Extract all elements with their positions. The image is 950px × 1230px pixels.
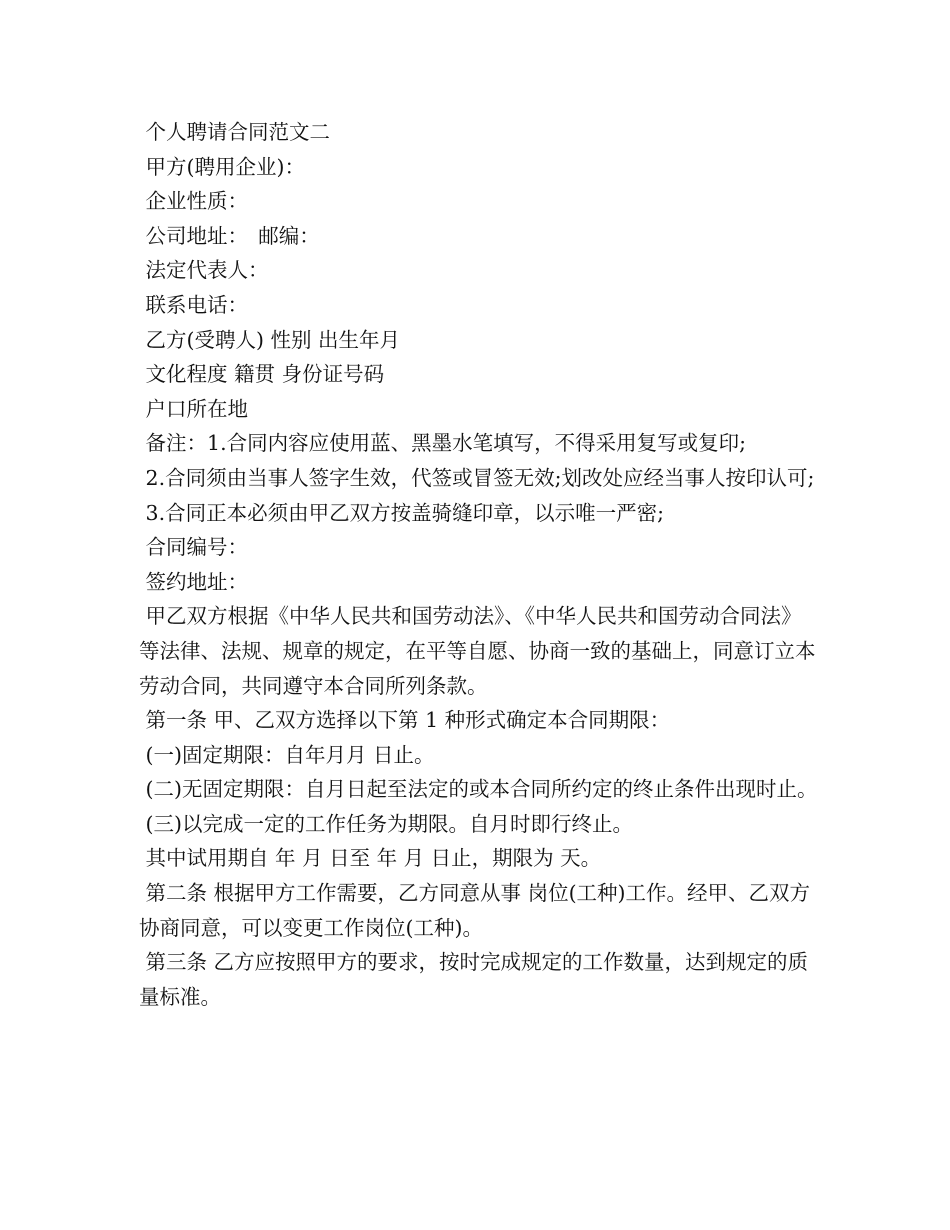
term-option-2: (二)无固定期限：自月日起至法定的或本合同所约定的终止条件出现时止。 — [139, 777, 818, 802]
probation-line: 其中试用期自 年 月 日至 年 月 日止，期限为 天。 — [139, 846, 602, 871]
note-3-line: 3.合同正本必须由甲乙双方按盖骑缝印章，以示唯一严密; — [139, 500, 664, 525]
company-address-line: 公司地址： 邮编： — [139, 223, 320, 248]
signing-address-line: 签约地址： — [139, 569, 249, 594]
contract-number-line: 合同编号： — [139, 535, 249, 560]
education-line: 文化程度 籍贯 身份证号码 — [139, 362, 385, 387]
article-3-paragraph: 第三条 乙方应按照甲方的要求，按时完成规定的工作数量，达到规定的质量标准。 — [139, 950, 809, 1009]
note-2-line: 2.合同须由当事人签字生效，代签或冒签无效;划改处应经当事人按印认可; — [139, 465, 815, 490]
term-option-3: (三)以完成一定的工作任务为期限。自月时即行终止。 — [139, 811, 634, 836]
legal-representative-line: 法定代表人： — [139, 258, 269, 283]
registered-residence-line: 户口所在地 — [139, 396, 249, 421]
contact-phone-line: 联系电话： — [139, 292, 249, 317]
note-1-line: 备注：1.合同内容应使用蓝、黑墨水笔填写，不得采用复写或复印; — [139, 431, 746, 456]
contract-text — [139, 115, 819, 1014]
party-b-line: 乙方(受聘人) 性别 出生年月 — [139, 327, 401, 352]
party-a-line: 甲方(聘用企业)： — [139, 154, 306, 179]
article-2-paragraph: 第二条 根据甲方工作需要，乙方同意从事 岗位(工种)工作。经甲、乙双方协商同意，可以变更工作岗位(工种)。 — [139, 881, 811, 940]
company-nature-line: 企业性质： — [139, 189, 249, 214]
term-option-1: (一)固定期限：自年月月 日止。 — [139, 742, 435, 767]
article-1-heading: 第一条 甲、乙双方选择以下第 1 种形式确定本合同期限： — [139, 708, 671, 733]
preamble-paragraph: 甲乙双方根据《中华人民共和国劳动法》、《中华人民共和国劳动合同法》等法律、法规、规章的规定，在平等自愿、协商一致的基础上，同意订立本劳动合同，共同遵守本合同所列条款。 — [139, 604, 816, 698]
document-title: 个人聘请合同范文二 — [139, 120, 331, 144]
